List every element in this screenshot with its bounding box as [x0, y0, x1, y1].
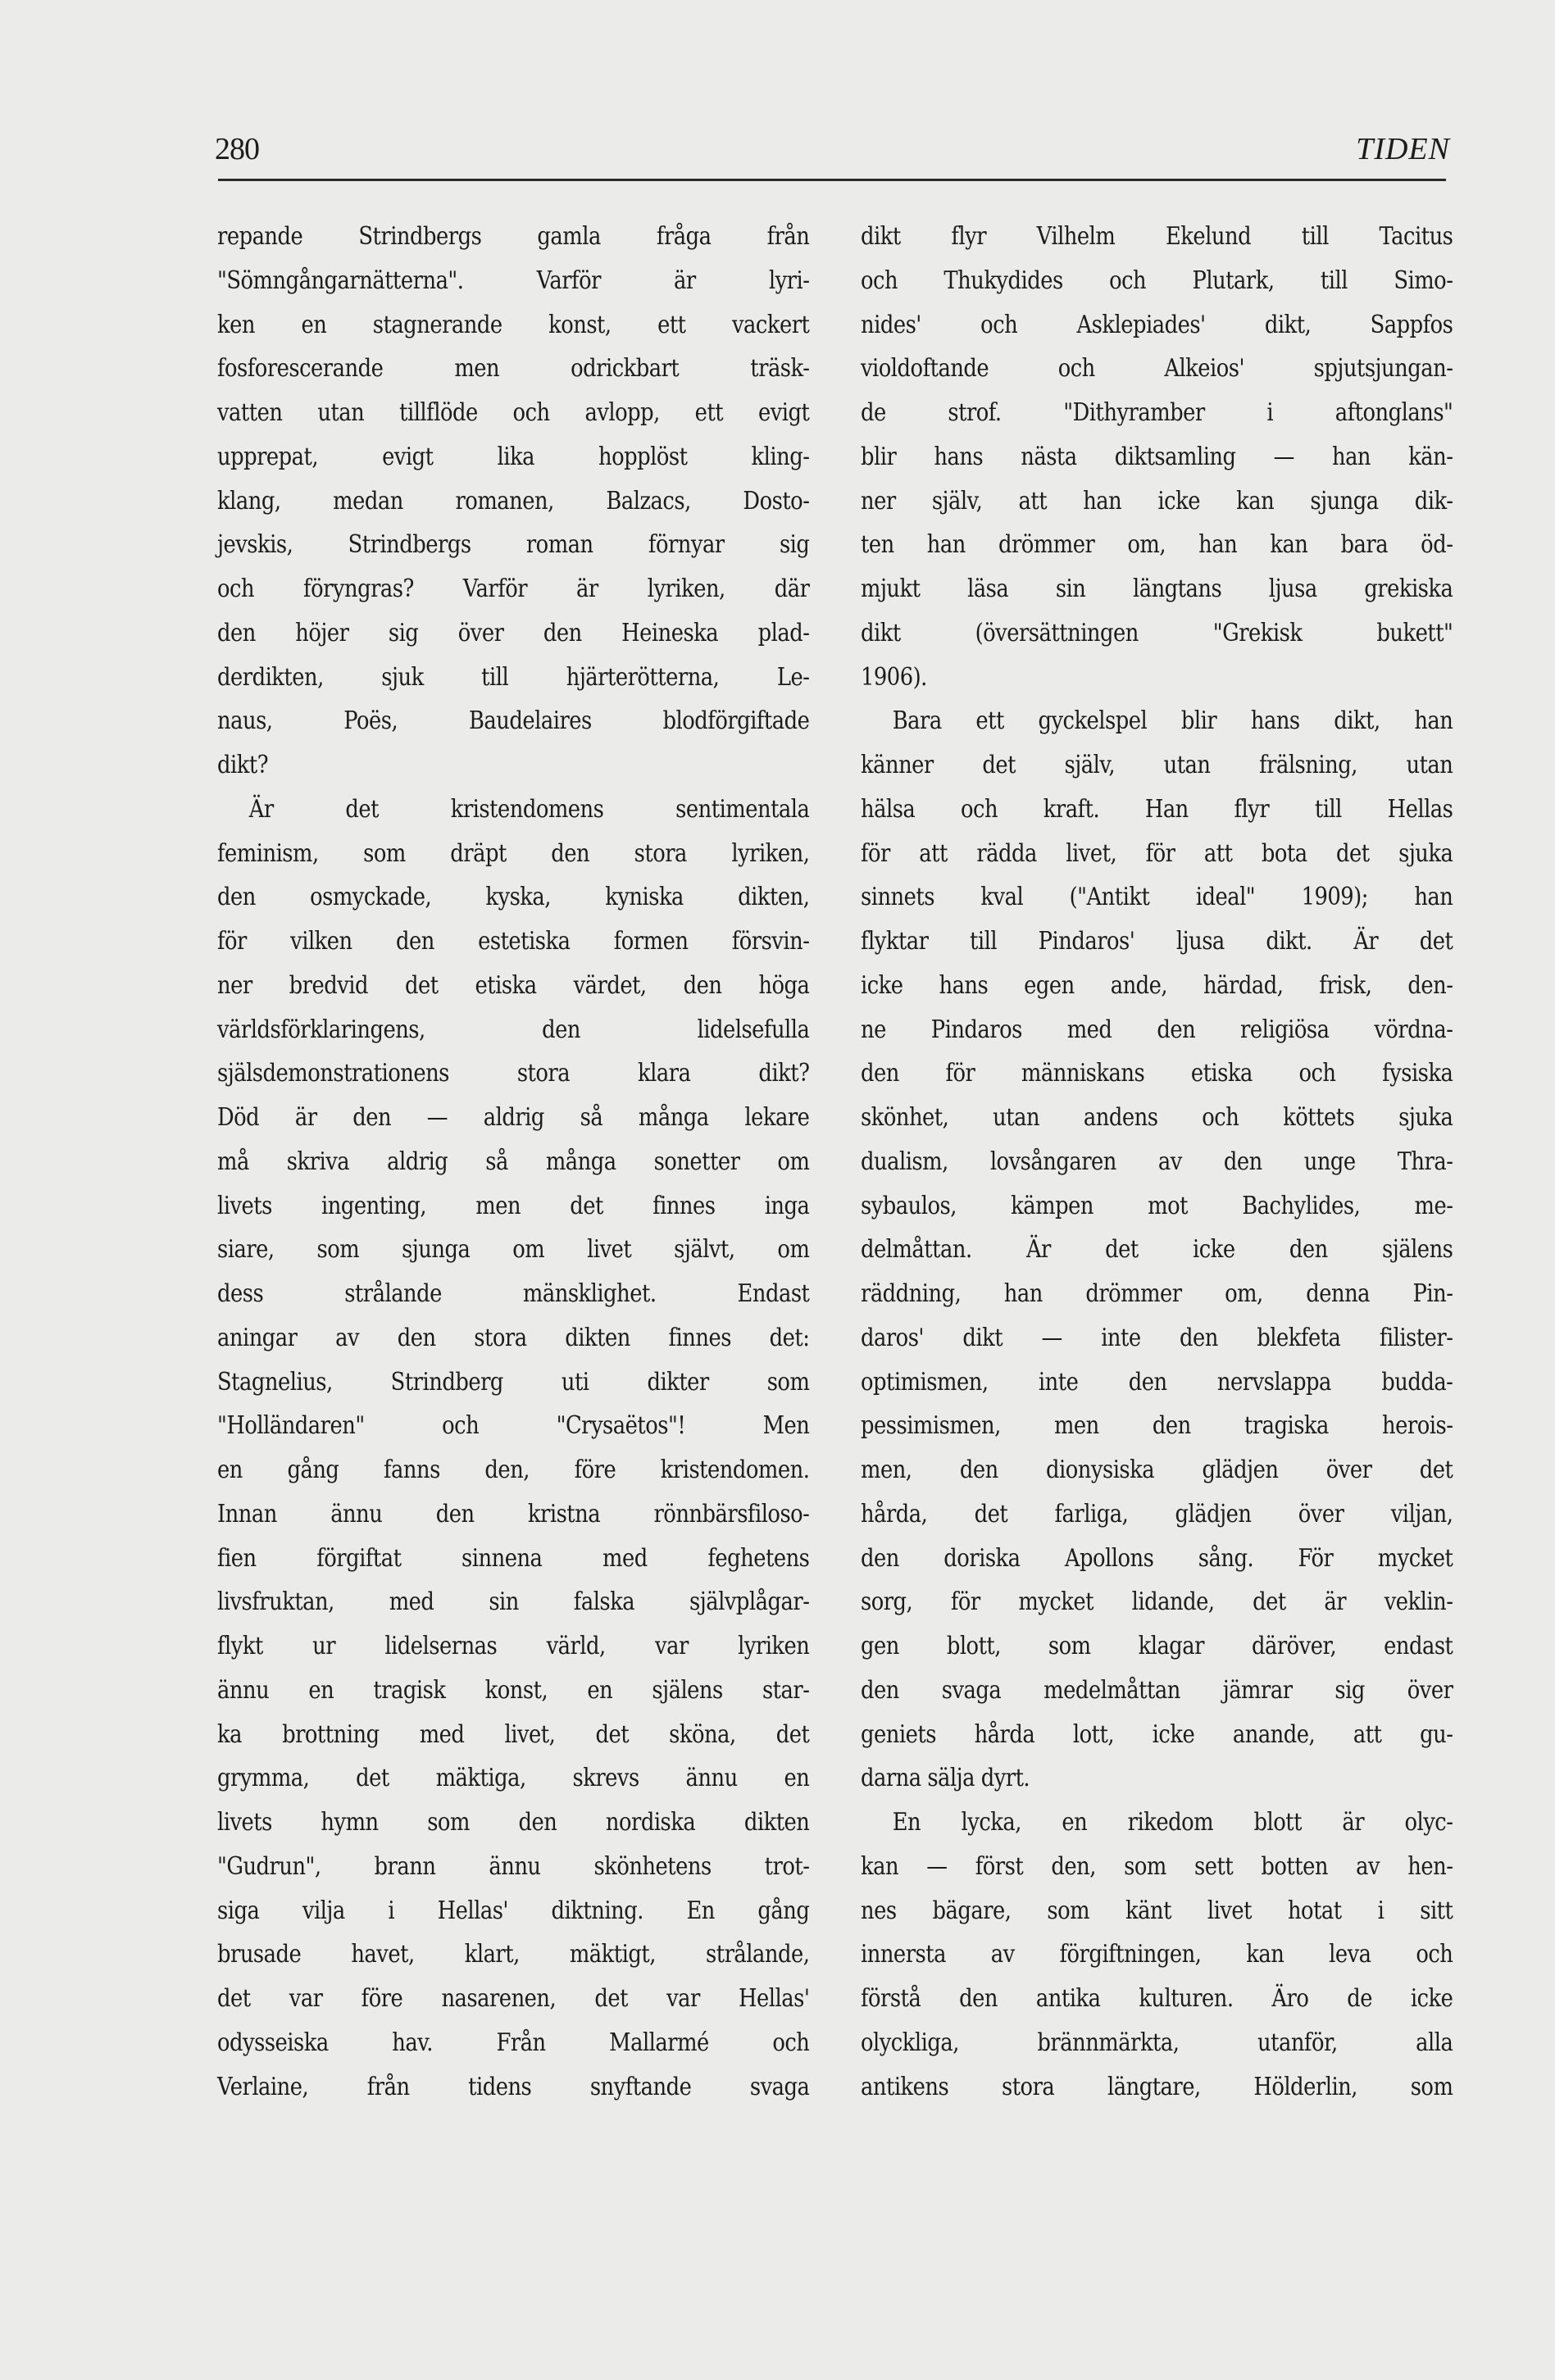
- text-line: violdoftande och Alkeios' spjutsjungan-: [861, 354, 1453, 384]
- text-column-right: [861, 215, 1453, 2109]
- text-line: repande Strindbergs gamla fråga från: [217, 222, 810, 251]
- text-line: för vilken den estetiska formen försvin-: [217, 927, 810, 956]
- text-line: vatten utan tillflöde och avlopp, ett evigt: [217, 398, 810, 427]
- text-line: den osmyckade, kyska, kyniska dikten,: [217, 883, 810, 912]
- text-line: nes bägare, som känt livet hotat i sitt: [861, 1896, 1453, 1925]
- text-line: "Gudrun", brann ännu skönhetens trot-: [217, 1851, 810, 1881]
- text-line: brusade havet, klart, mäktigt, strålande,: [217, 1940, 810, 1969]
- text-line: ner själv, att han icke kan sjunga dik-: [861, 486, 1453, 516]
- text-line: sybaulos, kämpen mot Bachylides, me-: [861, 1191, 1453, 1220]
- text-line: flyktar till Pindaros' ljusa dikt. Är det: [861, 927, 1453, 956]
- text-line: men, den dionysiska glädjen över det: [861, 1456, 1453, 1484]
- text-line: Är det kristendomens sentimentala: [248, 794, 810, 824]
- text-line: ka brottning med livet, det sköna, det: [217, 1719, 810, 1749]
- text-line: Död är den — aldrig så många lekare: [217, 1103, 810, 1132]
- text-line: blir hans nästa diktsamling — han kän-: [861, 442, 1453, 471]
- text-line: den svaga medelmåttan jämrar sig över: [861, 1675, 1453, 1705]
- text-line: innersta av förgiftningen, kan leva och: [861, 1940, 1453, 1969]
- text-line: "Sömngångarnätterna". Varför är lyri-: [217, 266, 810, 295]
- text-line: geniets hårda lott, icke anande, att gu-: [861, 1719, 1453, 1749]
- text-line: dess strålande mänsklighet. Endast: [217, 1279, 810, 1308]
- text-line: och Thukydides och Plutark, till Simo-: [861, 266, 1453, 295]
- text-line: för att rädda livet, för att bota det sjuka: [861, 838, 1453, 868]
- text-line: optimismen, inte den nervslappa budda-: [861, 1367, 1453, 1397]
- text-line: klang, medan romanen, Balzacs, Dosto-: [217, 486, 810, 516]
- text-line: olyckliga, brännmärkta, utanför, alla: [861, 2028, 1453, 2057]
- text-line: antikens stora längtare, Hölderlin, som: [861, 2072, 1453, 2101]
- text-line: dikt (översättningen "Grekisk bukett": [861, 618, 1453, 647]
- text-line: grymma, det mäktiga, skrevs ännu en: [217, 1764, 810, 1793]
- text-line: hårda, det farliga, glädjen över viljan,: [861, 1499, 1453, 1528]
- text-line: ännu en tragisk konst, en själens star-: [217, 1675, 810, 1705]
- text-line: skönhet, utan andens och köttets sjuka: [861, 1103, 1453, 1132]
- text-line: känner det själv, utan frälsning, utan: [861, 751, 1453, 779]
- text-line: kan — först den, som sett botten av hen-: [861, 1851, 1453, 1881]
- text-line: fosforescerande men odrickbart träsk-: [217, 354, 810, 384]
- text-line: icke hans egen ande, härdad, frisk, den-: [861, 970, 1453, 1000]
- text-line: och föryngras? Varför är lyriken, där: [217, 575, 810, 603]
- text-line: "Holländaren" och "Crysaëtos"! Men: [217, 1411, 810, 1441]
- text-line: gen blott, som klagar däröver, endast: [861, 1632, 1453, 1660]
- text-line: odysseiska hav. Från Mallarmé och: [217, 2028, 810, 2057]
- page-number: 280: [215, 132, 259, 166]
- text-line: Verlaine, från tidens snyftande svaga: [217, 2072, 810, 2101]
- text-line: aningar av den stora dikten finnes det:: [217, 1323, 810, 1352]
- text-line: siare, som sjunga om livet självt, om: [217, 1235, 810, 1265]
- text-line: En lycka, en rikedom blott är olyc-: [892, 1808, 1453, 1837]
- text-line: Bara ett gyckelspel blir hans dikt, han: [892, 706, 1453, 736]
- text-line: dikt?: [217, 751, 269, 779]
- text-line: hälsa och kraft. Han flyr till Hellas: [861, 794, 1453, 824]
- text-line: må skriva aldrig så många sonetter om: [217, 1147, 810, 1176]
- text-column-left: [217, 215, 809, 2109]
- text-line: derdikten, sjuk till hjärterötterna, Le-: [217, 662, 810, 692]
- text-line: pessimismen, men den tragiska herois-: [861, 1411, 1453, 1441]
- text-line: naus, Poës, Baudelaires blodförgiftade: [217, 706, 810, 736]
- text-line: sinnets kval ("Antikt ideal" 1909); han: [861, 883, 1453, 912]
- text-line: ken en stagnerande konst, ett vackert: [217, 310, 810, 339]
- text-line: det var före nasarenen, det var Hellas': [217, 1984, 810, 2013]
- text-line: livets hymn som den nordiska dikten: [217, 1808, 810, 1837]
- text-line: dualism, lovsångaren av den unge Thra-: [861, 1147, 1453, 1176]
- text-line: den doriska Apollons sång. För mycket: [861, 1543, 1453, 1573]
- text-line: den för människans etiska och fysiska: [861, 1059, 1453, 1088]
- text-line: ne Pindaros med den religiösa vördna-: [861, 1015, 1453, 1044]
- text-line: förstå den antika kulturen. Äro de icke: [861, 1984, 1453, 2013]
- text-line: världsförklaringens, den lidelsefulla: [217, 1015, 810, 1044]
- text-line: livsfruktan, med sin falska självplågar-: [217, 1587, 810, 1617]
- text-line: darna sälja dyrt.: [861, 1764, 1030, 1793]
- text-line: 1906).: [861, 662, 927, 692]
- text-line: flykt ur lidelsernas värld, var lyriken: [217, 1632, 810, 1660]
- text-line: nides' och Asklepiades' dikt, Sappfos: [861, 310, 1453, 339]
- text-line: Stagnelius, Strindberg uti dikter som: [217, 1367, 810, 1397]
- text-line: fien förgiftat sinnena med feghetens: [217, 1543, 810, 1573]
- text-line: upprepat, evigt lika hopplöst kling-: [217, 442, 810, 471]
- text-line: daros' dikt — inte den blekfeta filister-: [861, 1323, 1453, 1352]
- text-line: mjukt läsa sin längtans ljusa grekiska: [861, 575, 1453, 603]
- running-title: TIDEN: [1356, 132, 1450, 166]
- text-line: sorg, för mycket lidande, det är veklin-: [861, 1587, 1453, 1617]
- text-line: livets ingenting, men det finnes inga: [217, 1191, 810, 1220]
- text-line: dikt flyr Vilhelm Ekelund till Tacitus: [861, 222, 1453, 251]
- text-line: ten han drömmer om, han kan bara öd-: [861, 530, 1453, 560]
- text-line: Innan ännu den kristna rönnbärsfiloso-: [217, 1499, 810, 1528]
- text-line: en gång fanns den, före kristendomen.: [217, 1456, 810, 1484]
- text-line: feminism, som dräpt den stora lyriken,: [217, 838, 810, 868]
- text-line: ner bredvid det etiska värdet, den höga: [217, 970, 810, 1000]
- text-line: siga vilja i Hellas' diktning. En gång: [217, 1896, 810, 1925]
- text-line: räddning, han drömmer om, denna Pin-: [861, 1279, 1453, 1308]
- header-rule: [218, 179, 1446, 181]
- text-line: den höjer sig över den Heineska plad-: [217, 618, 810, 647]
- text-line: de strof. "Dithyramber i aftonglans": [861, 398, 1453, 427]
- text-line: delmåttan. Är det icke den själens: [861, 1235, 1453, 1265]
- text-line: jevskis, Strindbergs roman förnyar sig: [217, 530, 810, 560]
- text-line: själsdemonstrationens stora klara dikt?: [217, 1059, 810, 1088]
